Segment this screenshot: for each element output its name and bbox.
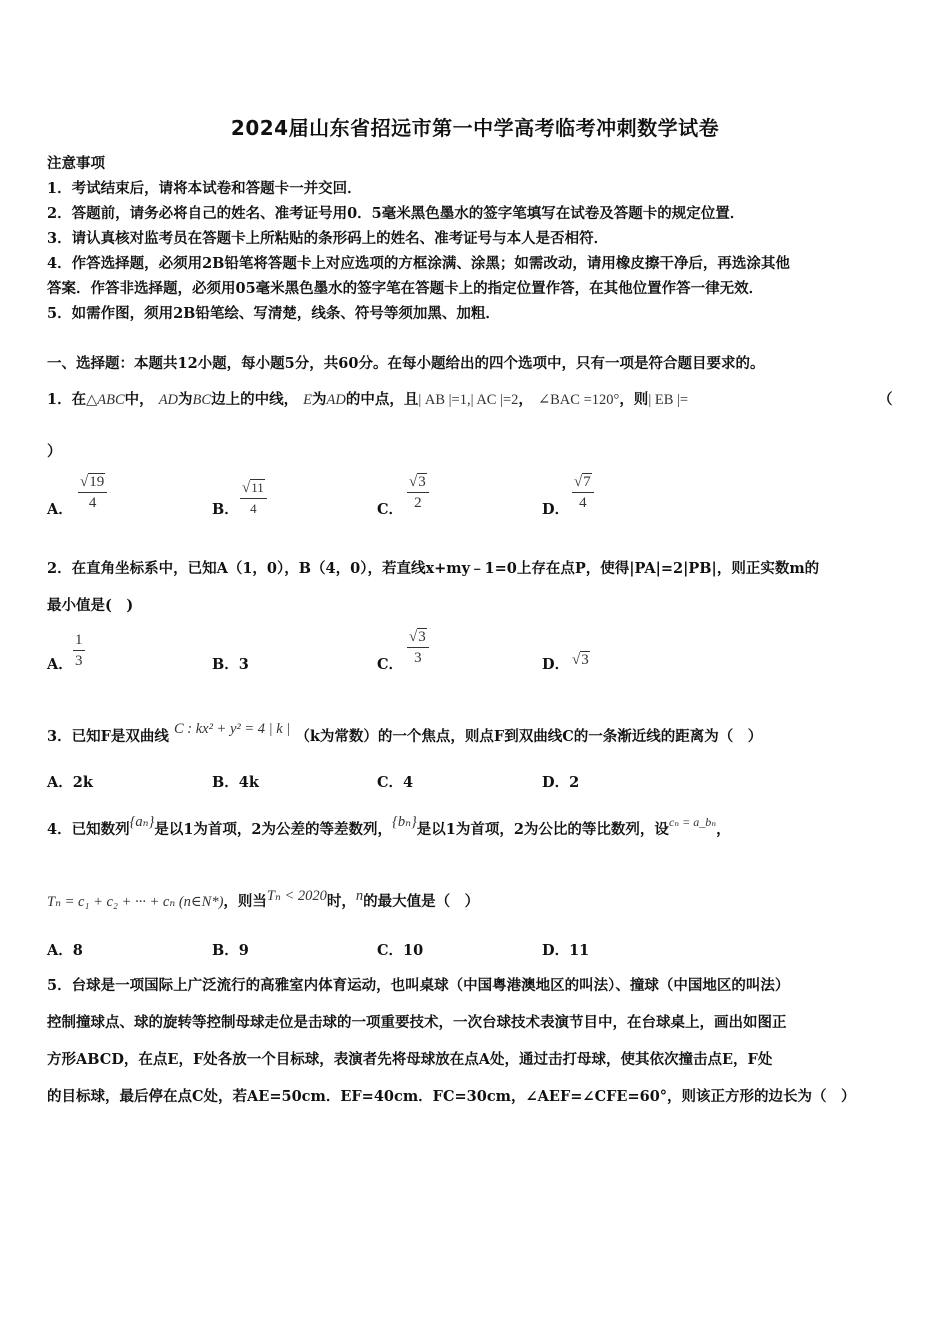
q2-option-c-fraction: $\frac{√3}{3}$ [407, 629, 429, 667]
q4-math: cₙ = a_bₙ [668, 815, 717, 829]
q2-option-d-radical: √3 [572, 652, 589, 668]
question-4-line-1 [47, 814, 731, 839]
q1-text: 中， [124, 391, 154, 408]
q1-option-a-label: A． [47, 501, 73, 518]
q1-text: 为 [312, 391, 327, 408]
note-item: 1．考试结束后，请将本试卷和答题卡一并交回． [47, 180, 362, 197]
note-item: 答案．作答非选择题，必须用05毫米黑色墨水的签字笔在答题卡上的指定位置作答，在其他位置作答一律无效． [47, 280, 764, 297]
q1-text: 的中点，且 [345, 391, 419, 408]
q2-option-c-denominator: 3 [414, 650, 422, 666]
q4-math: {bₙ} [392, 814, 417, 830]
q3-option-b: B．4k [212, 774, 259, 791]
q4-option-c: C．10 [377, 942, 424, 959]
q4-option-b: B．9 [212, 942, 249, 959]
note-item: 2．答题前，请务必将自己的姓名、准考证号用0．5毫米黑色墨水的签字笔填写在试卷及答题卡的规定位置． [47, 205, 745, 222]
q4-math: Tₙ < 2020 [266, 888, 327, 904]
exam-title: 2024届山东省招远市第一中学高考临考冲刺数学试卷 [230, 116, 720, 140]
q2-option-a-fraction [73, 632, 85, 670]
question-5-line: 方形ABCD，在点E，F处各放一个目标球，表演者先将母球放在点A处，通过击打母球，使其依次撞击点E，F处 [47, 1051, 773, 1068]
q1-option-d-label: D． [542, 501, 570, 518]
q1-option-a-fraction: $\frac{√19}{4}$ [78, 474, 107, 512]
section-heading: 一、选择题：本题共12小题，每小题5分，共60分。在每小题给出的四个选项中，只有一项是符合题目要求的。 [47, 355, 765, 372]
q1-paren-open: （ [878, 391, 893, 408]
q3-math: C : kx² + y² = 4 | k | [173, 721, 291, 737]
q4-text: 的最大值是（ ） [363, 893, 480, 910]
q1-text: 边上的中线， [211, 391, 299, 408]
q3-text: 3．已知F是双曲线 [47, 728, 169, 745]
q1-option-b-label: B． [212, 501, 239, 518]
question-2-line-1: 2．在直角坐标系中，已知A（1，0），B（4，0），若直线x+my﹣1=0上存在点P，使得|PA|=2|PB|，则正实数m的 [47, 560, 820, 577]
q4-option-a: A．8 [47, 942, 83, 959]
q3-option-d: D．2 [542, 774, 580, 791]
q1-text: 1．在 [47, 391, 87, 408]
q4-text: 是以1为首项，2为公比的等比数列，设 [416, 821, 669, 838]
q2-option-d-radicand: 3 [581, 652, 589, 668]
q1-math: E [303, 392, 312, 408]
q4-text: 4．已知数列 [47, 821, 130, 838]
question-1 [47, 388, 688, 409]
q2-option-a-denominator: 3 [75, 653, 83, 669]
q2-option-d-label: D． [542, 656, 570, 673]
q1-option-c-fraction: $\frac{√3}{2}$ [407, 474, 429, 512]
q1-option-d-radicand: 7 [583, 474, 591, 490]
note-item: 5．如需作图，须用2B铅笔绘、写清楚，线条、符号等须加黑、加粗． [47, 305, 500, 322]
q1-option-d-denominator: 4 [579, 495, 587, 511]
note-item: 4．作答选择题，必须用2B铅笔将答题卡上对应选项的方框涂满、涂黑；如需改动，请用橡皮擦干净后，再选涂其他 [47, 255, 790, 272]
q1-paren-close: ） [47, 443, 62, 460]
q1-math: | AB |=1,| AC |=2 [418, 392, 519, 408]
q3-option-a: A．2k [47, 774, 93, 791]
q1-math: BC [192, 392, 212, 408]
q4-text: 是以1为首项，2为公差的等差数列， [154, 821, 393, 838]
q4-text: ，则当 [223, 893, 267, 910]
q1-math: AD [326, 392, 346, 408]
q1-math: ∠BAC =120° [537, 392, 620, 408]
q1-text: ，则 [619, 391, 649, 408]
question-3 [47, 721, 763, 746]
q1-option-a-denominator: 4 [88, 495, 97, 511]
q1-option-c-label: C． [377, 501, 404, 518]
q2-option-a-label: A． [47, 656, 73, 673]
q3-option-c: C．4 [377, 774, 414, 791]
q3-text: （k为常数）的一个焦点，则点F到双曲线C的一条渐近线的距离为（ ） [295, 728, 763, 745]
q2-option-c-label: C． [377, 656, 404, 673]
q4-text: ， [716, 821, 731, 838]
q1-option-c-radicand: 3 [418, 474, 426, 490]
q1-option-d-fraction: $\frac{√7}{4}$ [572, 474, 594, 512]
q1-option-a-radicand: 19 [89, 474, 105, 490]
q4-text: 时， [326, 893, 356, 910]
q1-math: AD [158, 392, 179, 408]
q2-option-b: B．3 [212, 656, 249, 673]
q4-math: {aₙ} [129, 814, 155, 830]
q1-option-c-denominator: 2 [414, 495, 422, 511]
q1-math: | EB |= [648, 392, 689, 408]
question-5-line: 控制撞球点、球的旋转等控制母球走位是击球的一项重要技术，一次台球技术表演节目中，在台球桌上，画出如图正 [47, 1014, 787, 1031]
q1-math: △ABC [86, 392, 125, 408]
q1-text: 为 [178, 391, 193, 408]
question-2-line-2: 最小值是( ) [47, 597, 134, 614]
q4-math: Tₙ = c₁ + c₂ + ··· + cₙ (n∈N*) [47, 894, 224, 910]
q2-option-a-numerator: 1 [73, 632, 85, 651]
question-5-line: 的目标球，最后停在点C处，若AE=50cm．EF=40cm．FC=30cm，∠AEF=∠CFE=60°，则该正方形的边长为（ ） [47, 1088, 856, 1105]
question-4-line-2 [47, 890, 479, 911]
q1-option-b-fraction: $\frac{√11}{4}$ [240, 480, 267, 517]
q1-text: ， [518, 391, 533, 408]
note-item: 3．请认真核对监考员在答题卡上所粘贴的条形码上的姓名、准考证号与本人是否相符． [47, 230, 609, 247]
q1-option-b-denominator: 4 [250, 501, 257, 516]
q4-option-d: D．11 [542, 942, 590, 959]
notes-heading: 注意事项 [47, 155, 105, 172]
q2-option-c-radicand: 3 [418, 629, 426, 645]
q1-option-b-radicand: 11 [251, 480, 264, 495]
q4-math: n [355, 888, 364, 904]
question-5-line: 5．台球是一项国际上广泛流行的高雅室内体育运动，也叫桌球（中国粤港澳地区的叫法）、撞球（中国地区的叫法） [47, 977, 790, 994]
